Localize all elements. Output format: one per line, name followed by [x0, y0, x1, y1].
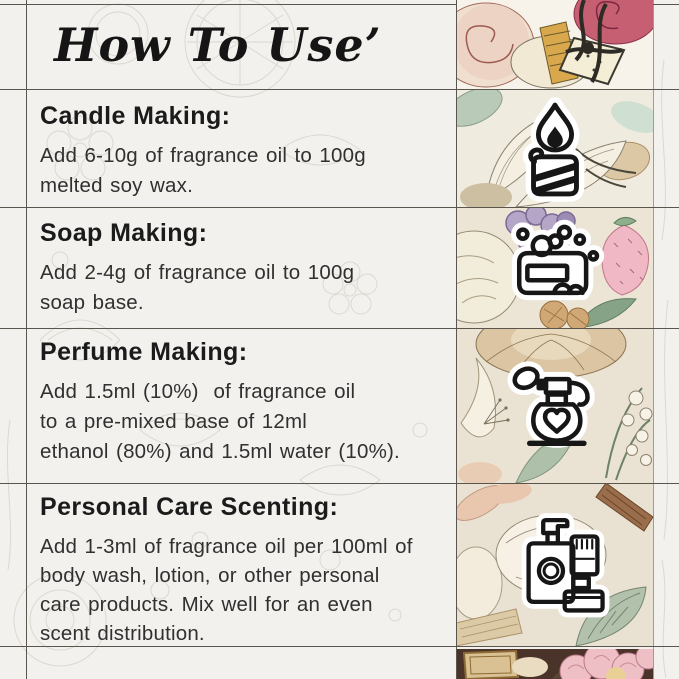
section-line: Add 6-10g of fragrance oil to 100g: [40, 144, 366, 167]
section-soap-making: [40, 218, 454, 318]
perfume-atomizer-icon: [508, 352, 602, 446]
section-heading: Perfume Making:: [40, 338, 248, 366]
toiletries-icon: [520, 514, 606, 614]
strip-right-rule: [653, 0, 654, 679]
divider-top-left: [0, 4, 456, 5]
section-line: melted soy wax.: [40, 174, 193, 197]
section-line: care products. Mix well for an even: [40, 593, 373, 616]
divider-bottom: [0, 646, 679, 647]
section-line: Add 1.5ml (10%) of fragrance oil: [40, 380, 356, 403]
section-line: ethanol (80%) and 1.5ml water (10%).: [40, 440, 400, 463]
strip-roses-artwork: [456, 0, 653, 89]
section-line: to a pre-mixed base of 12ml: [40, 410, 307, 433]
section-line: body wash, lotion, or other personal: [40, 564, 380, 587]
section-perfume-making: [40, 337, 454, 467]
divider-section-2: [0, 328, 679, 329]
section-candle-making: [40, 101, 454, 201]
section-line: soap base.: [40, 291, 144, 314]
section-line: Add 1-3ml of fragrance oil per 100ml of: [40, 535, 413, 558]
strip-bottom-roses-artwork: [456, 649, 653, 679]
divider-top-right: [653, 4, 679, 5]
candle-icon: [514, 100, 596, 198]
left-rule: [26, 0, 27, 679]
divider-title: [0, 89, 679, 90]
section-heading: Candle Making:: [40, 102, 231, 130]
divider-section-3: [0, 483, 679, 484]
soap-bar-icon: [512, 226, 606, 302]
page-title: How To Use’: [54, 18, 382, 72]
section-line: Add 2-4g of fragrance oil to 100g: [40, 261, 355, 284]
divider-section-1: [0, 207, 679, 208]
section-personal-care: [40, 492, 454, 648]
section-line: scent distribution.: [40, 622, 205, 645]
section-heading: Soap Making:: [40, 219, 208, 247]
strip-left-rule: [456, 0, 457, 679]
section-heading: Personal Care Scenting:: [40, 493, 339, 521]
